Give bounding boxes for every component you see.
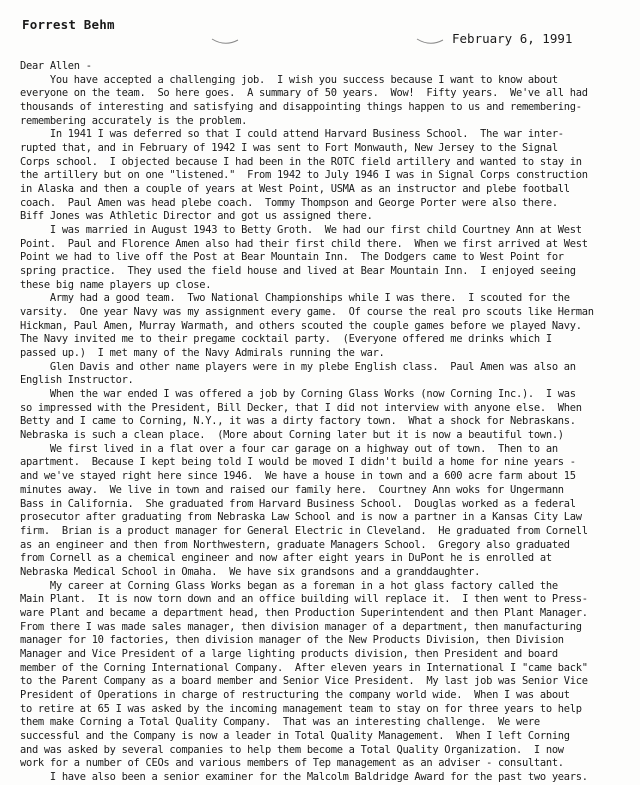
letter-line: the artillery but on one "listened." From 1942 to July 1946 I was in Signal Corps construction [20, 169, 588, 182]
letter-line: In 1941 I was deferred so that I could attend Harvard Business School. The war inter- [20, 128, 564, 141]
letter-line: I have also been a senior examiner for the Malcolm Baldridge Award for the past two years. [20, 770, 588, 783]
letter-line: to retire at 65 I was asked by the incoming management team to stay on for three years to help [20, 702, 582, 715]
letter-line: Point. Paul and Florence Amen also had their first child there. When we first arrived at West [20, 237, 588, 250]
pen-mark-right [415, 36, 445, 46]
letter-line: these big name players up close. [20, 278, 212, 291]
letter-line: work for a number of CEOs and various members of Tep management as an adviser - consultant. [20, 757, 564, 770]
letter-line: so impressed with the President, Bill Decker, that I did not interview with anyone else. When [20, 401, 582, 414]
letter-line: English Instructor. [20, 374, 134, 387]
letter-line: My career at Corning Glass Works began as a foreman in a hot glass factory called the [20, 579, 558, 592]
letter-line: varsity. One year Navy was my assignment every game. Of course the real pro scouts like Herman [20, 306, 594, 319]
letter-line: to the Parent Company as a board member and Senior Vice President. My last job was Senior Vice [20, 675, 588, 688]
letter-line: minutes away. We live in town and raised our family here. Courtney Ann woks for Ungermann [20, 483, 564, 496]
letter-line: apartment. Because I kept being told I would be moved I didn't build a home for nine years - [20, 456, 576, 469]
letter-date: February 6, 1991 [452, 31, 573, 46]
letter-body [20, 60, 628, 785]
letter-line: You have accepted a challenging job. I wish you success because I want to know about [20, 73, 558, 86]
letter-line: successful and the Company is now a leader in Total Quality Management. When I left Corning [20, 729, 570, 742]
letter-line: Main Plant. It is now torn down and an office building will replace it. I then went to Press- [20, 593, 588, 606]
letter-line: When the war ended I was offered a job by Corning Glass Works (now Corning Inc.). I was [20, 388, 576, 401]
letter-line: Army had a good team. Two National Championships while I was there. I scouted for the [20, 292, 570, 305]
letter-line: everyone on the team. So here goes. A summary of 50 years. Wow! Fifty years. We've all had [20, 87, 588, 100]
letter-line: Nebraska is such a clean place. (More about Corning later but it is now a beautiful town.) [20, 429, 564, 442]
pen-mark-left [210, 36, 240, 46]
letter-line: Dear Allen - [20, 60, 92, 72]
letter-line: as an engineer and then from Northwestern, graduate Managers School. Gregory also graduated [20, 538, 570, 551]
letter-line: member of the Corning International Company. After eleven years in International I "came back" [20, 661, 588, 674]
letter-line: coach. Paul Amen was head plebe coach. Tommy Thompson and George Porter were also there. [20, 196, 558, 209]
letter-line: Biff Jones was Athletic Director and got us assigned there. [20, 210, 373, 223]
letter-line: President of Operations in charge of restructuring the company world wide. When I was about [20, 688, 570, 701]
letter-line: in Alaska and then a couple of years at West Point, USMA as an instructor and plebe football [20, 183, 570, 196]
letter-line: thousands of interesting and satisfying and disappointing things happen to us and remembering- [20, 101, 582, 114]
letter-line: remembering accurately is the problem. [20, 114, 248, 127]
letter-line: rupted that, and in February of 1942 I was sent to Fort Monwauth, New Jersey to the Signal [20, 142, 558, 155]
letter-line: From there I was made sales manager, then division manager of a department, then manufacturing [20, 620, 582, 633]
letter-line: We first lived in a flat over a four car garage on a highway out of town. Then to an [20, 442, 558, 455]
letter-line: and we've stayed right here since 1946. We have a house in town and a 600 acre farm about 15 [20, 470, 576, 483]
letter-line: Corps school. I objected because I had been in the ROTC field artillery and wanted to stay in [20, 155, 582, 168]
author-name: Forrest Behm [22, 17, 115, 32]
letter-line: ware Plant and became a department head, then Production Superintendent and then Plant Manager. [20, 606, 588, 619]
letter-line: passed up.) I met many of the Navy Admirals running the war. [20, 347, 385, 360]
letter-line: and was asked by several companies to help them become a Total Quality Organization. I now [20, 743, 564, 756]
letter-line: Betty and I came to Corning, N.Y., it was a dirty factory town. What a shock for Nebraskans. [20, 415, 576, 428]
letter-line: firm. Brian is a product manager for General Electric in Cleveland. He graduated from Cornell [20, 524, 588, 537]
letter-line: Bass in California. She graduated from Harvard Business School. Douglas worked as a federal [20, 497, 576, 510]
letter-line: Point we had to live off the Post at Bear Mountain Inn. The Dodgers came to West Point for [20, 251, 564, 264]
letter-line: Nebraska Medical School in Omaha. We have six grandsons and a granddaughter. [20, 565, 481, 578]
letter-line: I was married in August 1943 to Betty Groth. We had our first child Courtney Ann at West [20, 224, 582, 237]
letter-line: Glen Davis and other name players were in my plebe English class. Paul Amen was also an [20, 360, 576, 373]
letter-line: Hickman, Paul Amen, Murray Warmath, and others scouted the couple games before we played Navy. [20, 319, 582, 332]
letter-line: from Cornell as a chemical engineer and now after eight years in DuPont he is enrolled at [20, 552, 552, 565]
letter-line: them make Corning a Total Quality Company. That was an interesting challenge. We were [20, 716, 540, 729]
letter-line: spring practice. They used the field house and lived at Bear Mountain Inn. I enjoyed seeing [20, 265, 576, 278]
letter-line: manager for 10 factories, then division manager of the New Products Division, then Division [20, 634, 564, 647]
letter-line: Manager and Vice President of a large lighting products division, then President and board [20, 647, 558, 660]
letter-line: The Navy invited me to their pregame cocktail party. (Everyone offered me drinks which I [20, 333, 552, 346]
letter-line: prosecutor after graduating from Nebraska Law School and is now a partner in a Kansas City Law [20, 511, 582, 524]
